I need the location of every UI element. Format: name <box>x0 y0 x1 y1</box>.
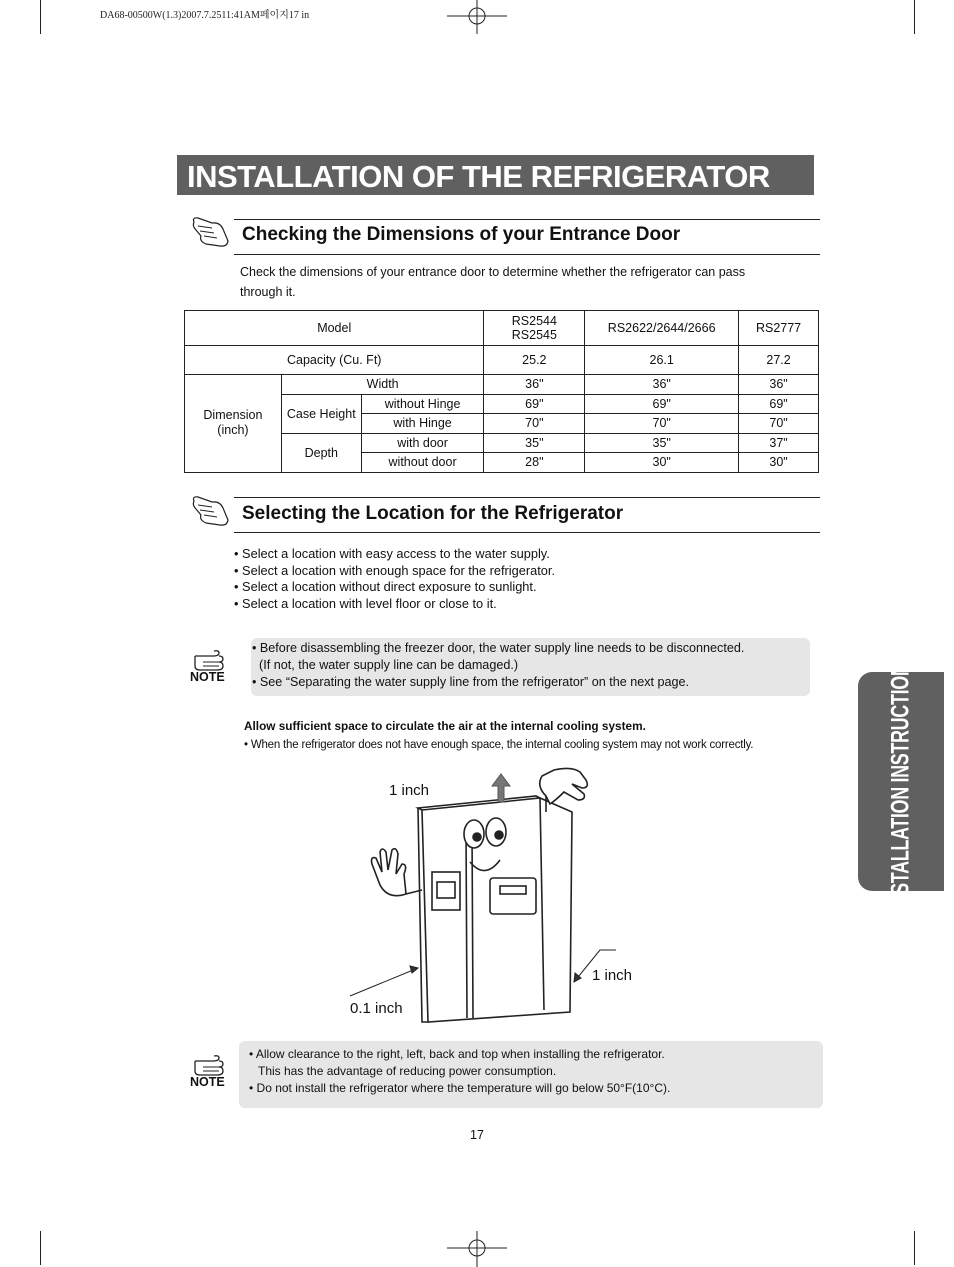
note-line: • Before disassembling the freezer door, the water supply line needs to be disconnected. <box>252 641 745 655</box>
section-divider-bottom <box>234 532 820 533</box>
table-cell: 27.2 <box>739 346 819 375</box>
table-cell: 37" <box>739 433 819 453</box>
page-title: INSTALLATION OF THE REFRIGERATOR <box>187 159 770 194</box>
air-circulation-heading: Allow sufficient space to circulate the air at the internal cooling system. <box>244 719 646 733</box>
table-cell: 69" <box>585 394 739 414</box>
dimension-label <box>185 375 282 473</box>
refrigerator-illustration <box>372 768 588 1022</box>
model-a-line: RS2545 <box>511 328 557 342</box>
note-label: NOTE <box>190 1075 225 1089</box>
right-clearance-label: 1 inch <box>592 967 633 984</box>
dimension-label-text: Dimension <box>203 408 263 423</box>
table-cell: 25.2 <box>484 346 585 375</box>
crop-mark <box>914 0 915 34</box>
note-line: This has the advantage of reducing power consumption. <box>258 1064 557 1078</box>
top-clearance-arrow-icon <box>492 774 510 802</box>
crop-mark <box>40 0 41 34</box>
top-clearance-label: 1 inch <box>389 782 430 799</box>
depth-label: Depth <box>281 433 361 472</box>
model-a-line: RS2544 <box>511 314 557 328</box>
table-cell: 36" <box>739 375 819 395</box>
left-clearance-label: 0.1 inch <box>350 1000 403 1017</box>
note-label: NOTE <box>190 670 225 684</box>
note-hand-icon <box>193 1053 229 1077</box>
header-model-b: RS2622/2644/2666 <box>585 311 739 346</box>
table-cell: 28" <box>484 453 585 473</box>
note-text <box>252 640 744 691</box>
section-divider-bottom <box>234 254 820 255</box>
table-cell: 69" <box>739 394 819 414</box>
intro-line: Check the dimensions of your entrance door to determine whether the refrigerator can pass <box>240 265 746 279</box>
air-circulation-note: • When the refrigerator does not have enough space, the internal cooling system may not work correctly. <box>244 739 754 751</box>
note-line: (If not, the water supply line can be damaged.) <box>259 658 519 672</box>
note-line: • Allow clearance to the right, left, back and top when installing the refrigerator. <box>249 1047 665 1061</box>
note-text <box>249 1046 670 1097</box>
section-intro <box>240 262 810 302</box>
case-height-label: Case Height <box>281 394 361 433</box>
list-item: • Select a location without direct exposure to sunlight. <box>234 579 537 595</box>
header-model-a <box>484 311 585 346</box>
registration-mark-icon <box>447 0 507 40</box>
without-door-label: without door <box>361 453 484 473</box>
with-hinge-label: with Hinge <box>361 414 484 434</box>
dimensions-table <box>184 310 819 473</box>
with-door-label: with door <box>361 433 484 453</box>
dimension-unit: (inch) <box>217 423 249 438</box>
section-heading-dimensions: Checking the Dimensions of your Entrance Door <box>242 224 681 245</box>
crop-mark <box>40 1231 41 1265</box>
list-item: • Select a location with level floor or close to it. <box>234 596 497 612</box>
table-cell: 30" <box>739 453 819 473</box>
location-bullet-list <box>234 546 555 613</box>
table-cell: 35" <box>484 433 585 453</box>
table-cell: 26.1 <box>585 346 739 375</box>
table-cell: 36" <box>484 375 585 395</box>
refrigerator-clearance-diagram <box>340 760 660 1040</box>
side-tab-label: INSTALLATION INSTRUCTIONS <box>886 651 915 912</box>
section-heading-location: Selecting the Location for the Refrigerator <box>242 503 624 524</box>
table-cell: 36" <box>585 375 739 395</box>
table-cell: 70" <box>484 414 585 434</box>
header-model-c: RS2777 <box>739 311 819 346</box>
registration-mark-icon <box>447 1227 507 1267</box>
intro-line: through it. <box>240 285 296 299</box>
pointing-hand-icon <box>190 214 232 250</box>
section-divider-top <box>234 219 820 220</box>
note-line: • Do not install the refrigerator where the temperature will go below 50°F(10°C). <box>249 1081 671 1095</box>
table-cell: 35" <box>585 433 739 453</box>
note-hand-icon <box>193 648 229 672</box>
section-side-tab <box>858 651 944 912</box>
width-label: Width <box>281 375 484 395</box>
print-metadata: DA68-00500W(1.3)2007.7.2511:41AM페이지17 in <box>100 10 310 21</box>
page-title-bar <box>177 155 814 195</box>
pointing-hand-icon <box>190 493 232 529</box>
list-item: • Select a location with enough space for the refrigerator. <box>234 562 556 578</box>
page-number: 17 <box>470 1128 484 1142</box>
crop-mark <box>914 1231 915 1265</box>
section-divider-top <box>234 497 820 498</box>
table-cell: 69" <box>484 394 585 414</box>
note-line: • See “Separating the water supply line from the refrigerator” on the next page. <box>252 675 690 689</box>
list-item: • Select a location with easy access to the water supply. <box>234 546 550 561</box>
table-cell: 30" <box>585 453 739 473</box>
table-cell: 70" <box>585 414 739 434</box>
header-model: Model <box>185 311 484 346</box>
table-cell: 70" <box>739 414 819 434</box>
without-hinge-label: without Hinge <box>361 394 484 414</box>
capacity-label: Capacity (Cu. Ft) <box>185 346 484 375</box>
